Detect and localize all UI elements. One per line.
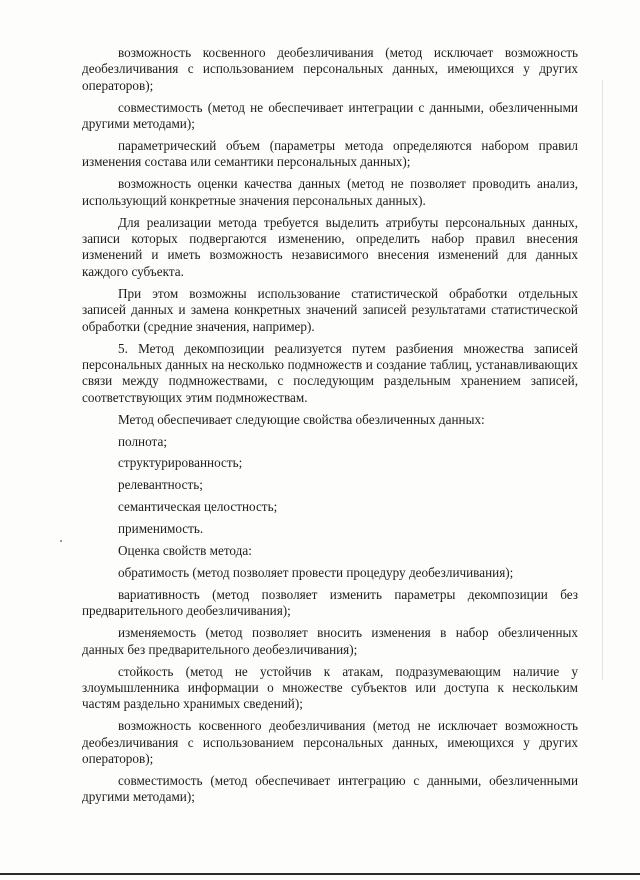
paragraph: параметрический объем (параметры метода определяются набором правил изменения состава или семантики персональных данных); [82,138,578,170]
list-item: структурированность; [118,455,243,471]
paragraph: совместимость (метод обеспечивает интеграцию с данными, обезличенными другими методами); [82,772,578,805]
paragraph: изменяемость (метод позволяет вносить изменения в набор обезличенных данных без предварительного деобезличивания); [82,625,578,657]
paragraph: Оценка свойств метода: [118,543,252,559]
paragraph: возможность оценки качества данных (метод не позволяет проводить анализ, использующий конкретные значения персональных данных). [82,176,578,208]
paragraph: 5. Метод декомпозиции реализуется путем разбиения множества записей персональных данных на несколько подмножеств и создание таблиц, устанавливающих связи между подмножествами, с последующим раздельным хранением записей, соответствующих этим подмножествам. [82,340,578,405]
scan-speck [60,540,62,542]
list-item: применимость. [118,521,204,537]
paragraph: возможность косвенного деобезличивания (метод исключает возможность деобезличивания с использованием персональных данных, имеющихся у других операторов); [82,45,578,93]
paragraph: возможность косвенного деобезличивания (метод не исключает возможность деобезличивания с использованием персональных данных, имеющихся у других операторов); [82,718,578,767]
scan-bottom-edge [0,873,640,875]
document-body [82,45,578,811]
paragraph: Для реализации метода требуется выделить атрибуты персональных данных, записи которых подвергаются изменению, определить набор правил внесения изменений и иметь возможность независимого внесения изменений для данных каждого субъекта. [82,214,578,279]
paragraph: обратимость (метод позволяет провести процедуру деобезличивания); [118,564,514,580]
list-item: полнота; [118,433,167,449]
paragraph: совместимость (метод не обеспечивает интеграции с данными, обезличенными другими методами); [82,99,578,132]
paragraph: стойкость (метод не устойчив к атакам, подразумевающим наличие у злоумышленника информации о множестве субъектов или доступа к нескольким частям раздельно хранимых сведений); [82,663,578,712]
list-item: релевантность; [118,477,203,493]
paragraph: вариативность (метод позволяет изменить параметры декомпозиции без предварительного деобезличивания); [82,586,578,619]
paragraph: При этом возможны использование статистической обработки отдельных записей данных и замена конкретных значений записей результатами статистической обработки (средние значения, например). [82,285,578,334]
scan-edge-line [602,80,603,680]
list-item: семантическая целостность; [118,499,278,515]
paragraph: Метод обеспечивает следующие свойства обезличенных данных: [118,411,485,427]
